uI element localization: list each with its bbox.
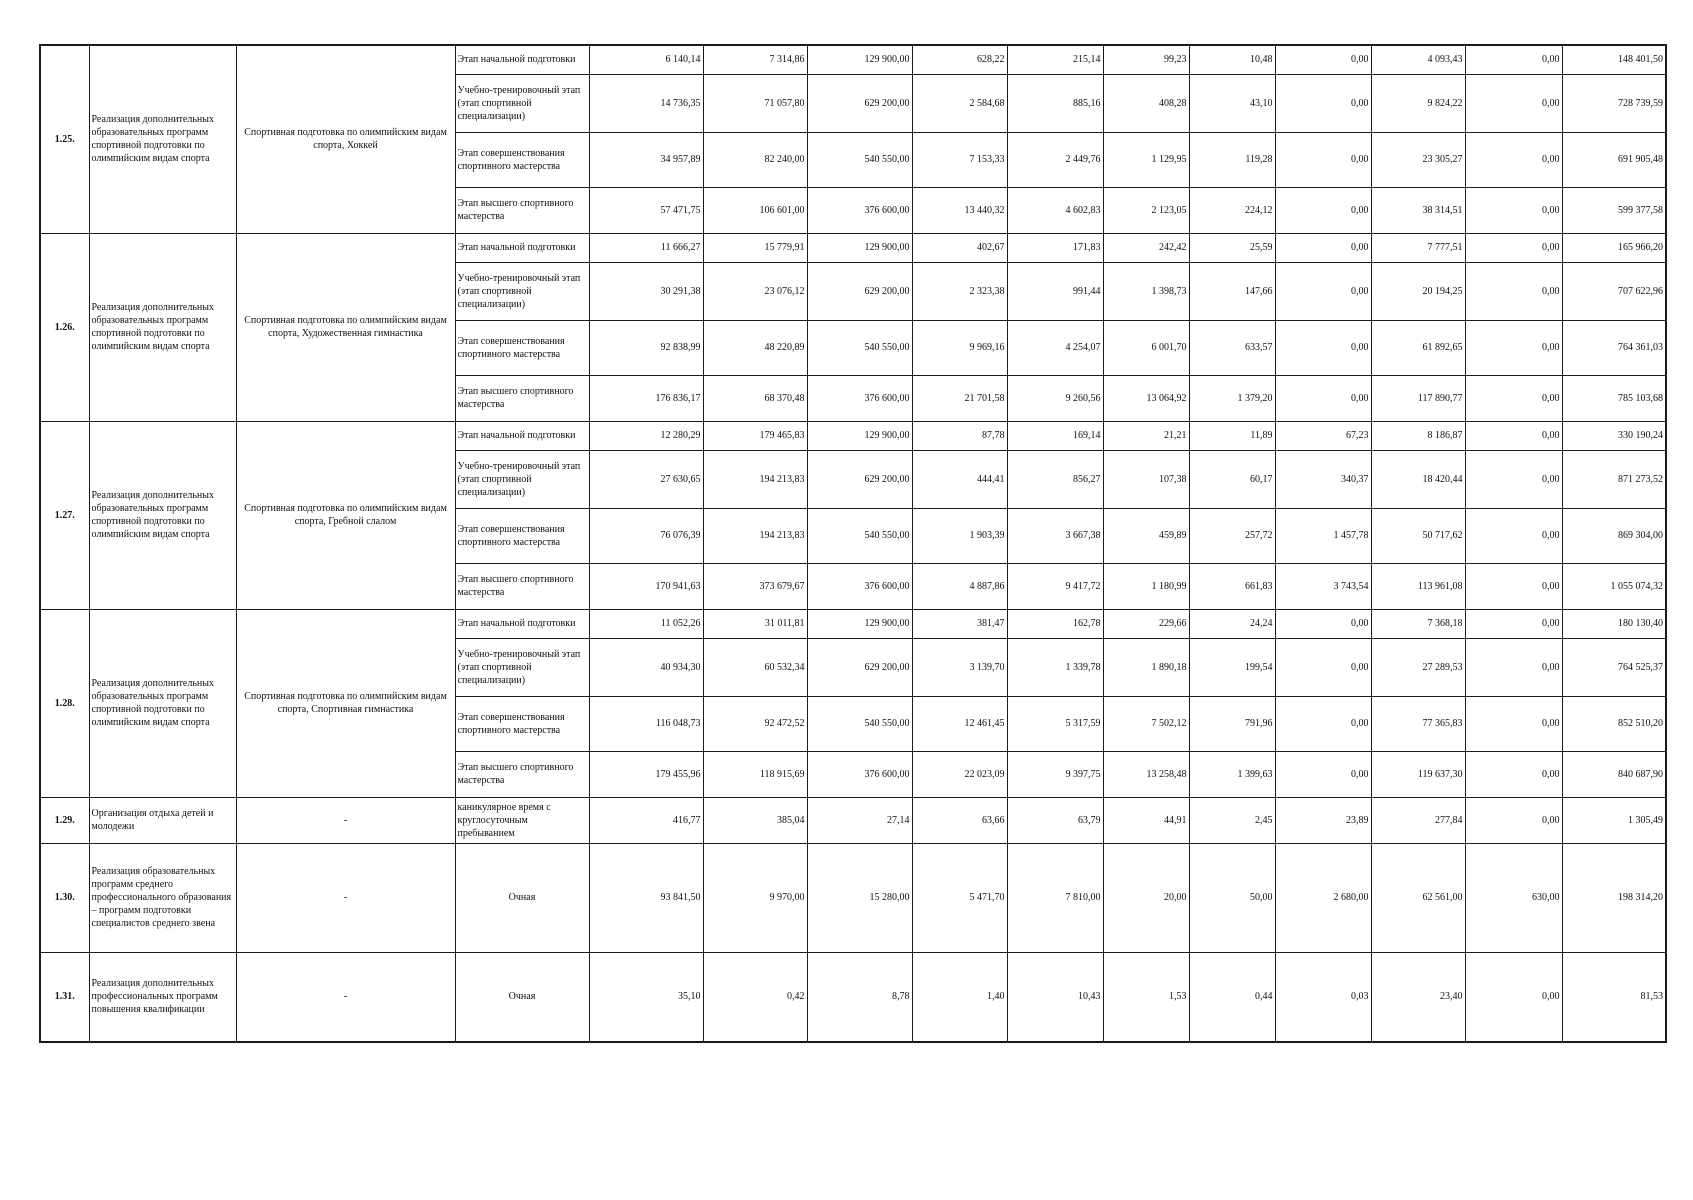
value-cell: 376 600,00 [807,375,912,421]
row-number: 1.26. [40,233,89,421]
value-cell: 71 057,80 [703,74,807,132]
value-cell: 0,00 [1465,638,1562,696]
row-number: 1.29. [40,797,89,843]
value-cell: 34 957,89 [589,132,703,187]
value-cell: 540 550,00 [807,508,912,563]
value-cell: 7 153,33 [912,132,1007,187]
value-cell: 0,00 [1275,638,1371,696]
value-cell: 0,00 [1465,563,1562,609]
value-cell: 13 258,48 [1103,751,1189,797]
value-cell: 171,83 [1007,233,1103,262]
table-row [40,45,1666,74]
value-cell: 0,00 [1465,696,1562,751]
value-cell: 77 365,83 [1371,696,1465,751]
total-cell: 764 361,03 [1562,320,1666,375]
value-cell: 106 601,00 [703,187,807,233]
stage-name: Этап высшего спортивного мастерства [455,375,589,421]
value-cell: 0,00 [1465,74,1562,132]
value-cell: 0,00 [1465,751,1562,797]
value-cell: 0,03 [1275,952,1371,1042]
value-cell: 0,00 [1275,45,1371,74]
value-cell: 179 465,83 [703,421,807,450]
value-cell: 50 717,62 [1371,508,1465,563]
sport-name: Спортивная подготовка по олимпийским видам спорта, Гребной слалом [236,421,455,609]
cost-table [39,44,1667,1043]
value-cell: 629 200,00 [807,74,912,132]
value-cell: 7 502,12 [1103,696,1189,751]
value-cell: 0,00 [1465,45,1562,74]
stage-name: Этап совершенствования спортивного мастерства [455,320,589,375]
value-cell: 257,72 [1189,508,1275,563]
value-cell: 194 213,83 [703,450,807,508]
value-cell: 113 961,08 [1371,563,1465,609]
value-cell: 0,00 [1465,421,1562,450]
stage-name: Этап начальной подготовки [455,421,589,450]
value-cell: 199,54 [1189,638,1275,696]
total-cell: 599 377,58 [1562,187,1666,233]
value-cell: 23,40 [1371,952,1465,1042]
stage-name: Этап совершенствования спортивного мастерства [455,696,589,751]
value-cell: 0,00 [1465,132,1562,187]
value-cell: 20 194,25 [1371,262,1465,320]
value-cell: 8,78 [807,952,912,1042]
total-cell: 81,53 [1562,952,1666,1042]
value-cell: 0,00 [1465,797,1562,843]
value-cell: 68 370,48 [703,375,807,421]
value-cell: 21 701,58 [912,375,1007,421]
value-cell: 5 317,59 [1007,696,1103,751]
service-name: Реализация дополнительных профессиональных программ повышения квалификации [89,952,236,1042]
table-row [40,421,1666,450]
row-number: 1.27. [40,421,89,609]
value-cell: 0,00 [1465,952,1562,1042]
value-cell: 0,00 [1465,320,1562,375]
value-cell: 179 455,96 [589,751,703,797]
value-cell: 1 890,18 [1103,638,1189,696]
value-cell: 1 339,78 [1007,638,1103,696]
value-cell: 3 139,70 [912,638,1007,696]
sport-name: Спортивная подготовка по олимпийским видам спорта, Хоккей [236,45,455,233]
stage-name: Этап высшего спортивного мастерства [455,187,589,233]
value-cell: 1 398,73 [1103,262,1189,320]
value-cell: 92 838,99 [589,320,703,375]
value-cell: 0,00 [1465,375,1562,421]
value-cell: 8 186,87 [1371,421,1465,450]
total-cell: 852 510,20 [1562,696,1666,751]
row-number: 1.30. [40,843,89,952]
value-cell: 0,00 [1275,233,1371,262]
row-number: 1.25. [40,45,89,233]
table-row [40,843,1666,952]
value-cell: 2 323,38 [912,262,1007,320]
value-cell: 3 667,38 [1007,508,1103,563]
value-cell: 40 934,30 [589,638,703,696]
value-cell: 0,44 [1189,952,1275,1042]
value-cell: 1,53 [1103,952,1189,1042]
sport-name: - [236,843,455,952]
stage-name: Очная [455,843,589,952]
value-cell: 0,42 [703,952,807,1042]
value-cell: 15 280,00 [807,843,912,952]
stage-name: Этап совершенствования спортивного мастерства [455,508,589,563]
value-cell: 57 471,75 [589,187,703,233]
value-cell: 7 314,86 [703,45,807,74]
value-cell: 129 900,00 [807,421,912,450]
table-row [40,233,1666,262]
value-cell: 60,17 [1189,450,1275,508]
value-cell: 7 368,18 [1371,609,1465,638]
total-cell: 869 304,00 [1562,508,1666,563]
value-cell: 129 900,00 [807,233,912,262]
value-cell: 7 777,51 [1371,233,1465,262]
value-cell: 87,78 [912,421,1007,450]
total-cell: 764 525,37 [1562,638,1666,696]
value-cell: 23 076,12 [703,262,807,320]
value-cell: 43,10 [1189,74,1275,132]
stage-name: Очная [455,952,589,1042]
value-cell: 35,10 [589,952,703,1042]
value-cell: 630,00 [1465,843,1562,952]
value-cell: 119 637,30 [1371,751,1465,797]
value-cell: 0,00 [1275,320,1371,375]
value-cell: 3 743,54 [1275,563,1371,609]
value-cell: 5 471,70 [912,843,1007,952]
value-cell: 118 915,69 [703,751,807,797]
total-cell: 1 305,49 [1562,797,1666,843]
value-cell: 99,23 [1103,45,1189,74]
value-cell: 30 291,38 [589,262,703,320]
value-cell: 1 903,39 [912,508,1007,563]
value-cell: 12 461,45 [912,696,1007,751]
value-cell: 0,00 [1275,132,1371,187]
value-cell: 2 449,76 [1007,132,1103,187]
table-row [40,952,1666,1042]
value-cell: 129 900,00 [807,609,912,638]
value-cell: 376 600,00 [807,187,912,233]
value-cell: 48 220,89 [703,320,807,375]
value-cell: 116 048,73 [589,696,703,751]
value-cell: 885,16 [1007,74,1103,132]
value-cell: 82 240,00 [703,132,807,187]
value-cell: 376 600,00 [807,751,912,797]
value-cell: 169,14 [1007,421,1103,450]
total-cell: 707 622,96 [1562,262,1666,320]
value-cell: 60 532,34 [703,638,807,696]
value-cell: 63,79 [1007,797,1103,843]
value-cell: 21,21 [1103,421,1189,450]
value-cell: 162,78 [1007,609,1103,638]
table-row [40,609,1666,638]
total-cell: 840 687,90 [1562,751,1666,797]
value-cell: 7 810,00 [1007,843,1103,952]
service-name: Реализация дополнительных образовательных программ спортивной подготовки по олимпийским видам спорта [89,233,236,421]
value-cell: 385,04 [703,797,807,843]
value-cell: 416,77 [589,797,703,843]
value-cell: 0,00 [1465,450,1562,508]
value-cell: 14 736,35 [589,74,703,132]
stage-name: Этап начальной подготовки [455,609,589,638]
value-cell: 147,66 [1189,262,1275,320]
value-cell: 22 023,09 [912,751,1007,797]
value-cell: 170 941,63 [589,563,703,609]
value-cell: 10,48 [1189,45,1275,74]
value-cell: 459,89 [1103,508,1189,563]
value-cell: 12 280,29 [589,421,703,450]
value-cell: 18 420,44 [1371,450,1465,508]
value-cell: 24,24 [1189,609,1275,638]
stage-name: Учебно-тренировочный этап (этап спортивной специализации) [455,74,589,132]
value-cell: 4 254,07 [1007,320,1103,375]
value-cell: 991,44 [1007,262,1103,320]
total-cell: 785 103,68 [1562,375,1666,421]
value-cell: 13 440,32 [912,187,1007,233]
service-name: Реализация образовательных программ среднего профессионального образования – программ подготовки специалистов среднего звена [89,843,236,952]
value-cell: 11 666,27 [589,233,703,262]
value-cell: 1 399,63 [1189,751,1275,797]
value-cell: 93 841,50 [589,843,703,952]
value-cell: 540 550,00 [807,696,912,751]
value-cell: 9 970,00 [703,843,807,952]
stage-name: Этап совершенствования спортивного мастерства [455,132,589,187]
total-cell: 330 190,24 [1562,421,1666,450]
stage-name: Этап высшего спортивного мастерства [455,751,589,797]
row-number: 1.31. [40,952,89,1042]
value-cell: 661,83 [1189,563,1275,609]
stage-name: Учебно-тренировочный этап (этап спортивной специализации) [455,450,589,508]
value-cell: 0,00 [1275,696,1371,751]
value-cell: 9 824,22 [1371,74,1465,132]
value-cell: 1 457,78 [1275,508,1371,563]
service-name: Организация отдыха детей и молодежи [89,797,236,843]
sport-name: Спортивная подготовка по олимпийским видам спорта, Спортивная гимнастика [236,609,455,797]
value-cell: 117 890,77 [1371,375,1465,421]
value-cell: 9 397,75 [1007,751,1103,797]
value-cell: 15 779,91 [703,233,807,262]
value-cell: 1 180,99 [1103,563,1189,609]
value-cell: 376 600,00 [807,563,912,609]
value-cell: 0,00 [1465,233,1562,262]
value-cell: 0,00 [1275,751,1371,797]
value-cell: 44,91 [1103,797,1189,843]
value-cell: 107,38 [1103,450,1189,508]
value-cell: 25,59 [1189,233,1275,262]
sport-name: - [236,797,455,843]
total-cell: 180 130,40 [1562,609,1666,638]
service-name: Реализация дополнительных образовательных программ спортивной подготовки по олимпийским видам спорта [89,45,236,233]
value-cell: 0,00 [1465,609,1562,638]
value-cell: 6 001,70 [1103,320,1189,375]
value-cell: 629 200,00 [807,638,912,696]
service-name: Реализация дополнительных образовательных программ спортивной подготовки по олимпийским видам спорта [89,609,236,797]
stage-name: Этап высшего спортивного мастерства [455,563,589,609]
value-cell: 373 679,67 [703,563,807,609]
row-number: 1.28. [40,609,89,797]
value-cell: 229,66 [1103,609,1189,638]
value-cell: 194 213,83 [703,508,807,563]
total-cell: 871 273,52 [1562,450,1666,508]
value-cell: 340,37 [1275,450,1371,508]
value-cell: 1 129,95 [1103,132,1189,187]
value-cell: 0,00 [1275,74,1371,132]
value-cell: 27 630,65 [589,450,703,508]
stage-name: Учебно-тренировочный этап (этап спортивной специализации) [455,638,589,696]
value-cell: 0,00 [1465,508,1562,563]
value-cell: 0,00 [1275,375,1371,421]
value-cell: 31 011,81 [703,609,807,638]
value-cell: 633,57 [1189,320,1275,375]
value-cell: 76 076,39 [589,508,703,563]
value-cell: 2 123,05 [1103,187,1189,233]
total-cell: 728 739,59 [1562,74,1666,132]
value-cell: 6 140,14 [589,45,703,74]
value-cell: 9 260,56 [1007,375,1103,421]
value-cell: 4 602,83 [1007,187,1103,233]
total-cell: 165 966,20 [1562,233,1666,262]
value-cell: 2,45 [1189,797,1275,843]
sport-name: Спортивная подготовка по олимпийским видам спорта, Художественная гимнастика [236,233,455,421]
value-cell: 50,00 [1189,843,1275,952]
value-cell: 4 093,43 [1371,45,1465,74]
value-cell: 0,00 [1465,262,1562,320]
value-cell: 408,28 [1103,74,1189,132]
value-cell: 61 892,65 [1371,320,1465,375]
value-cell: 444,41 [912,450,1007,508]
value-cell: 629 200,00 [807,450,912,508]
value-cell: 628,22 [912,45,1007,74]
value-cell: 38 314,51 [1371,187,1465,233]
value-cell: 27,14 [807,797,912,843]
total-cell: 198 314,20 [1562,843,1666,952]
value-cell: 13 064,92 [1103,375,1189,421]
value-cell: 856,27 [1007,450,1103,508]
total-cell: 1 055 074,32 [1562,563,1666,609]
stage-name: каникулярное время с круглосуточным пребыванием [455,797,589,843]
total-cell: 691 905,48 [1562,132,1666,187]
value-cell: 92 472,52 [703,696,807,751]
value-cell: 215,14 [1007,45,1103,74]
value-cell: 791,96 [1189,696,1275,751]
total-cell: 148 401,50 [1562,45,1666,74]
value-cell: 540 550,00 [807,132,912,187]
value-cell: 402,67 [912,233,1007,262]
value-cell: 277,84 [1371,797,1465,843]
value-cell: 67,23 [1275,421,1371,450]
service-name: Реализация дополнительных образовательных программ спортивной подготовки по олимпийским видам спорта [89,421,236,609]
value-cell: 1 379,20 [1189,375,1275,421]
value-cell: 0,00 [1275,187,1371,233]
value-cell: 4 887,86 [912,563,1007,609]
stage-name: Этап начальной подготовки [455,45,589,74]
value-cell: 27 289,53 [1371,638,1465,696]
value-cell: 0,00 [1275,262,1371,320]
sport-name: - [236,952,455,1042]
table-row [40,797,1666,843]
value-cell: 11 052,26 [589,609,703,638]
value-cell: 62 561,00 [1371,843,1465,952]
stage-name: Учебно-тренировочный этап (этап спортивной специализации) [455,262,589,320]
value-cell: 23 305,27 [1371,132,1465,187]
value-cell: 9 417,72 [1007,563,1103,609]
value-cell: 0,00 [1465,187,1562,233]
value-cell: 224,12 [1189,187,1275,233]
value-cell: 20,00 [1103,843,1189,952]
value-cell: 11,89 [1189,421,1275,450]
value-cell: 2 584,68 [912,74,1007,132]
value-cell: 1,40 [912,952,1007,1042]
value-cell: 63,66 [912,797,1007,843]
value-cell: 2 680,00 [1275,843,1371,952]
value-cell: 629 200,00 [807,262,912,320]
value-cell: 242,42 [1103,233,1189,262]
stage-name: Этап начальной подготовки [455,233,589,262]
value-cell: 540 550,00 [807,320,912,375]
value-cell: 23,89 [1275,797,1371,843]
value-cell: 9 969,16 [912,320,1007,375]
value-cell: 176 836,17 [589,375,703,421]
value-cell: 0,00 [1275,609,1371,638]
value-cell: 119,28 [1189,132,1275,187]
value-cell: 10,43 [1007,952,1103,1042]
value-cell: 381,47 [912,609,1007,638]
value-cell: 129 900,00 [807,45,912,74]
